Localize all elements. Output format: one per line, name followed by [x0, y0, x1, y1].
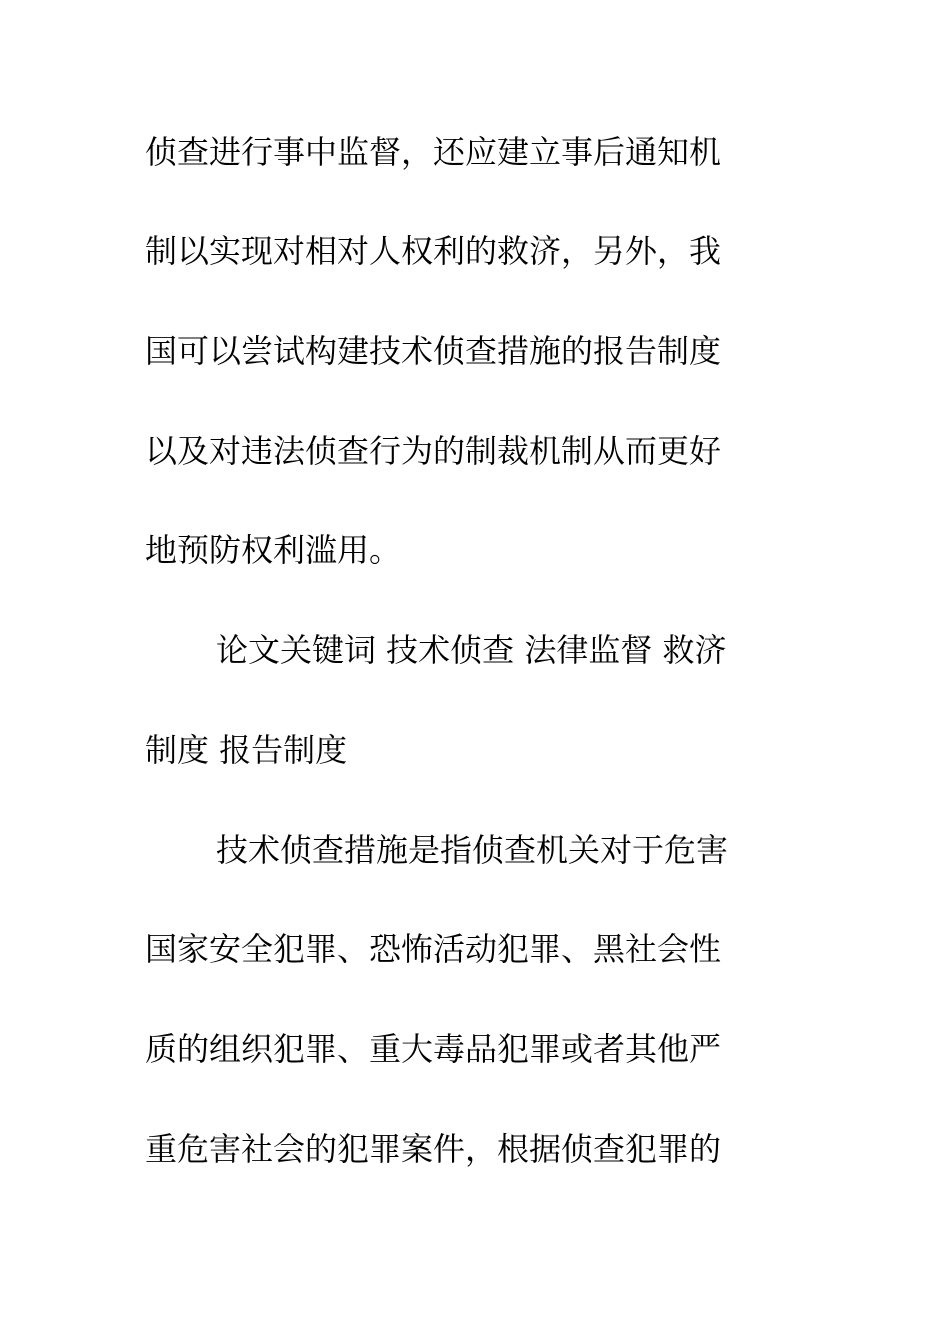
keywords-line: 制度 报告制度: [145, 731, 348, 769]
text-line: 制以实现对相对人权利的救济，另外，我: [145, 232, 722, 270]
text-line: 以及对违法侦查行为的制裁机制从而更好: [145, 432, 722, 470]
text-line: 地预防权利滥用。: [145, 531, 402, 569]
keywords-line: 论文关键词 技术侦查 法律监督 救济: [216, 631, 727, 669]
text-line: 侦查进行事中监督，还应建立事后通知机: [145, 133, 722, 171]
text-line: 技术侦查措施是指侦查机关对于危害: [216, 831, 729, 869]
text-line: 质的组织犯罪、重大毒品犯罪或者其他严: [145, 1030, 722, 1068]
text-line: 国家安全犯罪、恐怖活动犯罪、黑社会性: [145, 930, 722, 968]
text-line: 重危害社会的犯罪案件，根据侦查犯罪的: [145, 1130, 722, 1168]
text-line: 国可以尝试构建技术侦查措施的报告制度: [145, 332, 722, 370]
